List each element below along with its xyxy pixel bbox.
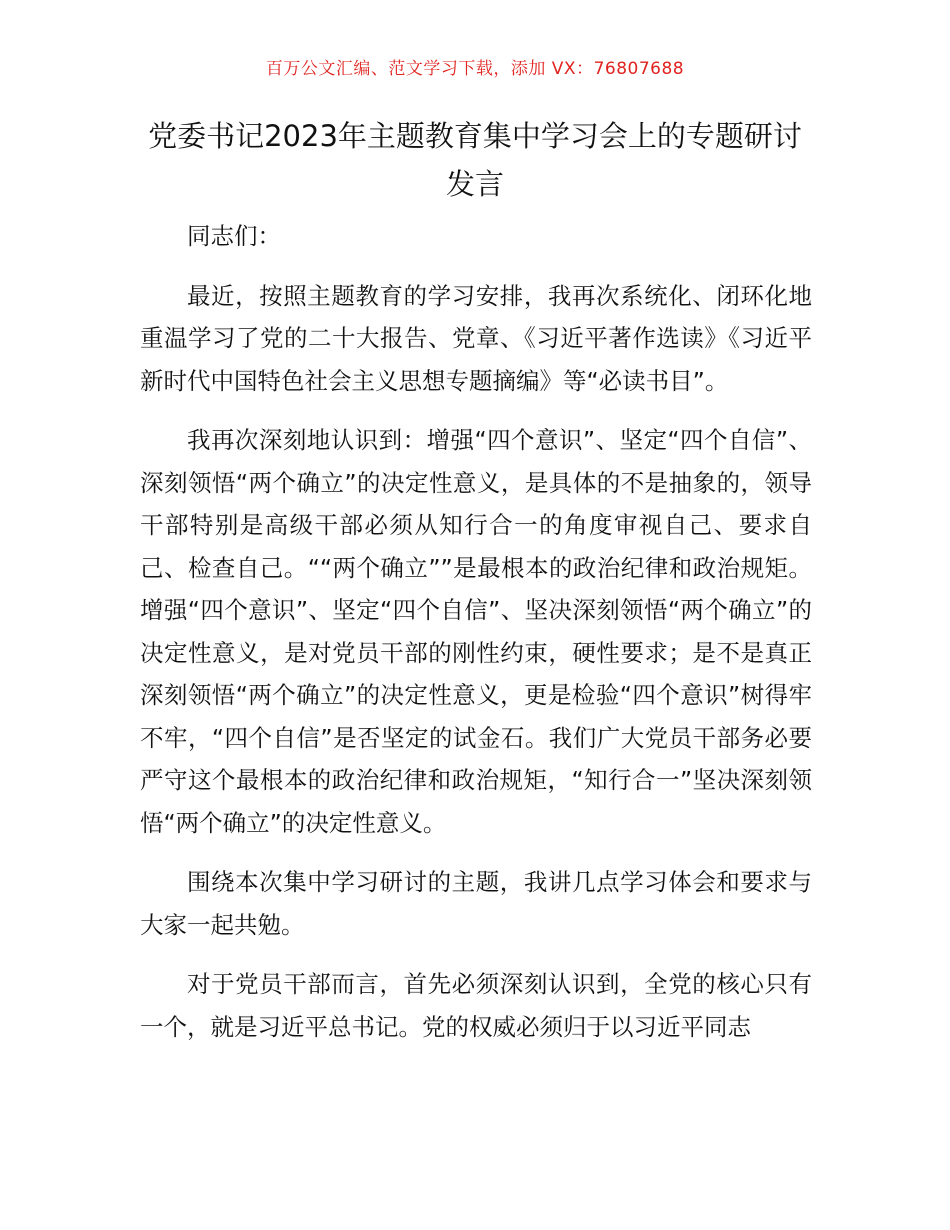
- paragraph: 最近，按照主题教育的学习安排，我再次系统化、闭环化地重温学习了党的二十大报告、党章、《习近平著作选读》《习近平新时代中国特色社会主义思想专题摘编》等“必读书目”。: [140, 281, 812, 395]
- document-body: [140, 215, 812, 1065]
- paragraph: 对于党员干部而言，首先必须深刻认识到，全党的核心只有一个，就是习近平总书记。党的权威必须归于以习近平同志: [140, 970, 812, 1041]
- document-title: 党委书记2023年主题教育集中学习会上的专题研讨发言: [148, 119, 802, 201]
- paragraph: 我再次深刻地认识到：增强“四个意识”、坚定“四个自信”、深刻领悟“两个确立”的决定性意义，是具体的不是抽象的，领导干部特别是高级干部必须从知行合一的角度审视自己、要求自己、检查自己。““两个确立””是最根本的政治纪律和政治规矩。增强“四个意识”、坚定“四个自信”、坚决深刻领悟“两个确立”的决定性意义，是对党员干部的刚性约束，硬性要求；是不是真正深刻领悟“两个确立”的决定性意义，更是检验“四个意识”树得牢不牢，“四个自信”是否坚定的试金石。我们广大党员干部务必要严守这个最根本的政治纪律和政治规矩，“知行合一”坚决深刻领悟“两个确立”的决定性意义。: [140, 426, 812, 837]
- watermark-header: 百万公文汇编、范文学习下载，添加 VX：76807688: [265, 59, 685, 79]
- paragraph-salutation: 同志们：: [187, 222, 281, 250]
- paragraph: 围绕本次集中学习研讨的主题，我讲几点学习体会和要求与大家一起共勉。: [140, 868, 812, 939]
